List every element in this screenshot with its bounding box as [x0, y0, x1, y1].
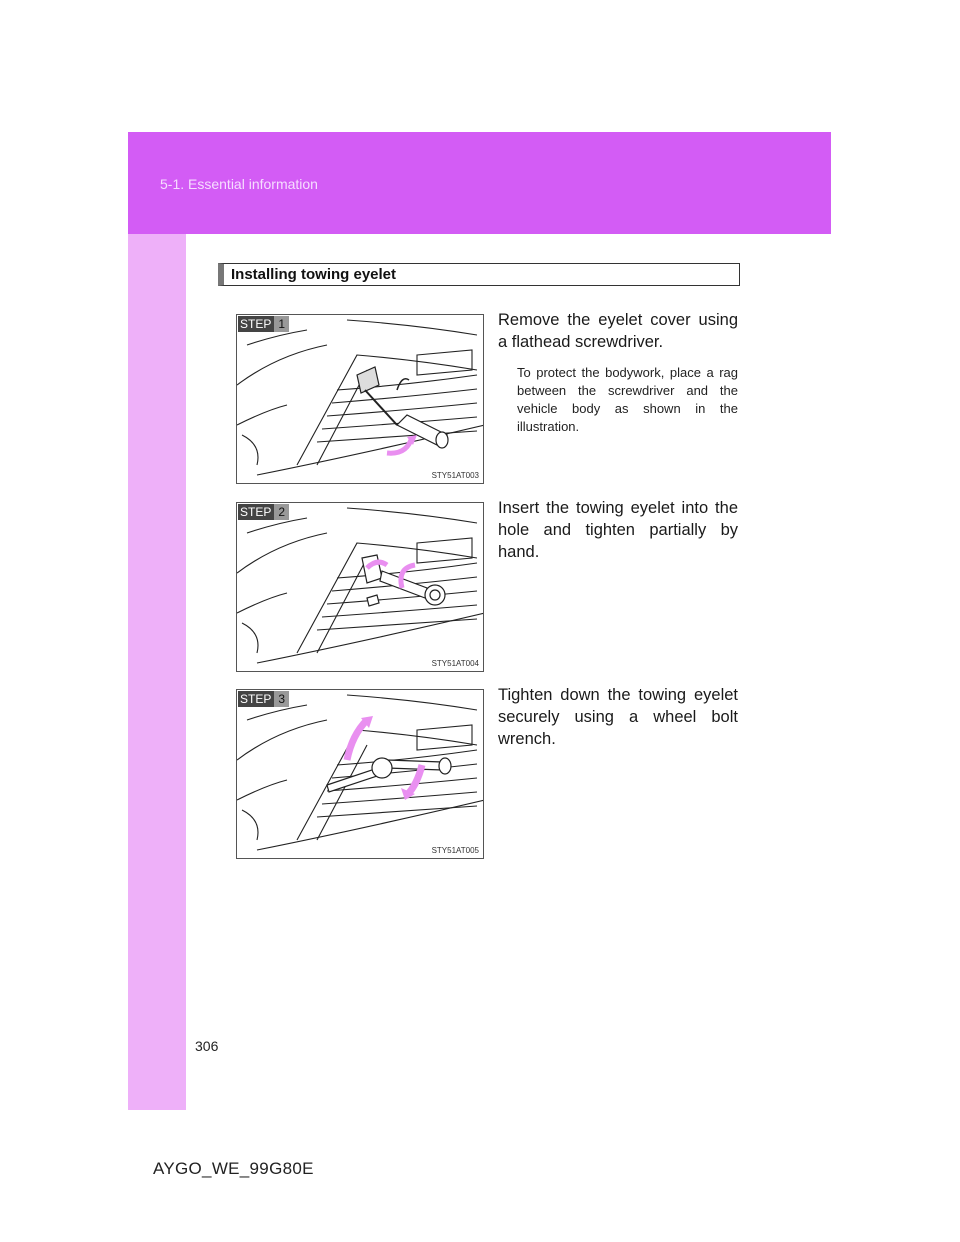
step-number: 3 — [274, 691, 289, 707]
document-code: AYGO_WE_99G80E — [153, 1159, 314, 1178]
section-title-box — [218, 263, 740, 286]
side-tab — [128, 234, 186, 1110]
step-3-text: Tighten down the towing eyelet securely using a wheel bolt wrench. — [498, 686, 738, 748]
illustration-remove-cover — [237, 315, 484, 484]
figure-code: STY51AT005 — [431, 846, 479, 855]
section-title: Installing towing eyelet — [231, 266, 397, 283]
figure-step-3 — [236, 689, 484, 859]
figure-step-1 — [236, 314, 484, 484]
step-2-text: Insert the towing eyelet into the hole and tighten partially by hand. — [498, 499, 738, 561]
step-word: STEP — [238, 691, 274, 707]
step-number: 2 — [274, 504, 289, 520]
figure-code: STY51AT003 — [431, 471, 479, 480]
figure-code: STY51AT004 — [431, 659, 479, 668]
figure-step-2 — [236, 502, 484, 672]
step-3-badge — [238, 691, 289, 707]
illustration-tighten-eyelet — [237, 690, 484, 859]
header-band — [128, 132, 831, 234]
step-1-text: Remove the eyelet cover using a flathead screwdriver. — [498, 311, 738, 351]
step-1-badge — [238, 316, 289, 332]
illustration-insert-eyelet — [237, 503, 484, 672]
step-1-note: To protect the bodywork, place a rag between the screwdriver and the vehicle body as shown in the illustration. — [517, 365, 738, 434]
page-number: 306 — [195, 1038, 219, 1054]
step-word: STEP — [238, 316, 274, 332]
step-word: STEP — [238, 504, 274, 520]
step-number: 1 — [274, 316, 289, 332]
section-heading: 5-1. Essential information — [160, 176, 318, 192]
step-2-badge — [238, 504, 289, 520]
